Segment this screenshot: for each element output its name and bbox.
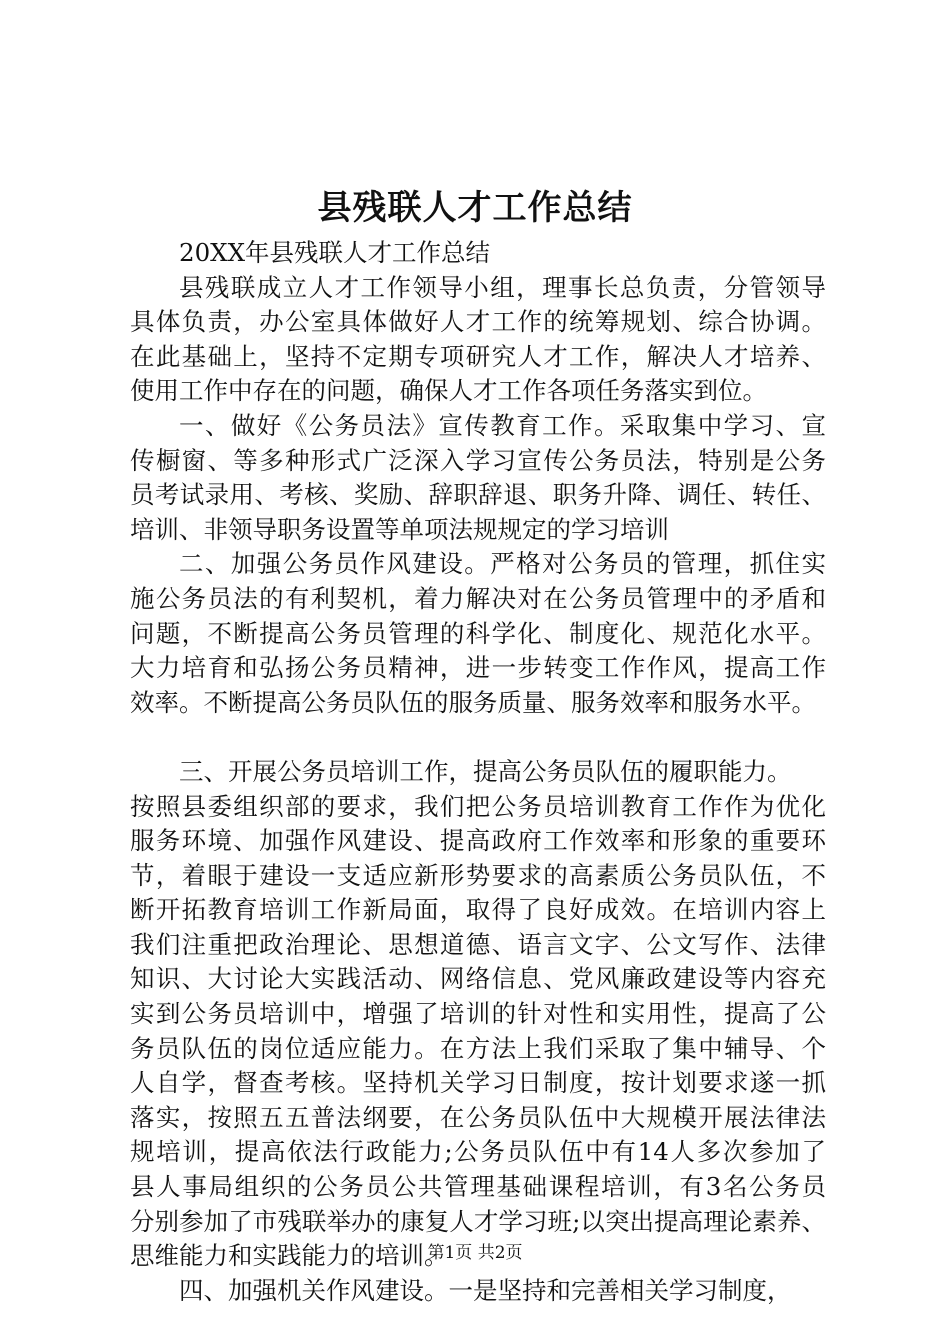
document-body	[130, 236, 826, 1308]
paragraph-line: 知识、大讨论大实践活动、网络信息、党风廉政建设等内容充	[130, 964, 826, 994]
paragraph-line: 一、做好《公务员法》宣传教育工作。采取集中学习、宣	[179, 410, 826, 440]
paragraph-line: 我们注重把政治理论、思想道德、语言文字、公文写作、法律	[130, 929, 826, 959]
paragraph-line: 二、加强公务员作风建设。严格对公务员的管理，抓住实	[179, 549, 826, 579]
paragraph-line: 服务环境、加强作风建设、提高政府工作效率和形象的重要环	[130, 826, 826, 856]
paragraph-line: 落实，按照五五普法纲要，在公务员队伍中大规模开展法律法	[130, 1102, 826, 1132]
paragraph-spacer	[130, 720, 826, 755]
subtitle-line: 20XX年县残联人才工作总结	[179, 238, 491, 267]
paragraph-line: 施公务员法的有利契机，着力解决对在公务员管理中的矛盾和	[130, 583, 826, 613]
paragraph-line: 四、加强机关作风建设。一是坚持和完善相关学习制度，	[179, 1275, 792, 1305]
paragraph-line: 大力培育和弘扬公务员精神，进一步转变工作作风，提高工作	[130, 653, 826, 683]
paragraph-line: 效率。不断提高公务员队伍的服务质量、服务效率和服务水平。	[130, 687, 816, 717]
paragraph-line: 员考试录用、考核、奖励、辞职辞退、职务升降、调任、转任、	[130, 480, 826, 510]
paragraph-line: 思维能力和实践能力的培训。	[130, 1241, 449, 1271]
paragraph-line: 规培训，提高依法行政能力;公务员队伍中有14人多次参加了	[130, 1137, 826, 1167]
paragraph-line: 按照县委组织部的要求，我们把公务员培训教育工作作为优化	[130, 791, 826, 821]
paragraph-line: 人自学，督查考核。坚持机关学习日制度，按计划要求遂一抓	[130, 1068, 826, 1098]
paragraph-line: 实到公务员培训中，增强了培训的针对性和实用性，提高了公	[130, 999, 826, 1029]
page-footer: 第1页 共2页	[427, 1243, 523, 1263]
paragraph-line: 使用工作中存在的问题，确保人才工作各项任务落实到位。	[130, 376, 767, 406]
paragraph-line: 问题，不断提高公务员管理的科学化、制度化、规范化水平。	[130, 618, 826, 648]
paragraph-line: 县人事局组织的公务员公共管理基础课程培训，有3名公务员	[130, 1172, 826, 1202]
paragraph-line: 在此基础上，坚持不定期专项研究人才工作，解决人才培养、	[130, 341, 826, 371]
paragraph-line: 三、开展公务员培训工作，提高公务员队伍的履职能力。	[179, 756, 792, 786]
paragraph-line: 节，着眼于建设一支适应新形势要求的高素质公务员队伍，不	[130, 860, 826, 890]
paragraph-line: 县残联成立人才工作领导小组，理事长总负责，分管领导	[179, 272, 826, 302]
paragraph-line: 具体负责，办公室具体做好人才工作的统筹规划、综合协调。	[130, 307, 826, 337]
paragraph-line: 培训、非领导职务设置等单项法规规定的学习培训	[130, 514, 669, 544]
document-title: 县残联人才工作总结	[317, 188, 633, 228]
paragraph-line: 务员队伍的岗位适应能力。在方法上我们采取了集中辅导、个	[130, 1033, 826, 1063]
paragraph-line: 分别参加了市残联举办的康复人才学习班;以突出提高理论素养、	[130, 1206, 826, 1236]
paragraph-line: 传橱窗、等多种形式广泛深入学习宣传公务员法，特别是公务	[130, 445, 826, 475]
paragraph-line: 断开拓教育培训工作新局面，取得了良好成效。在培训内容上	[130, 895, 826, 925]
